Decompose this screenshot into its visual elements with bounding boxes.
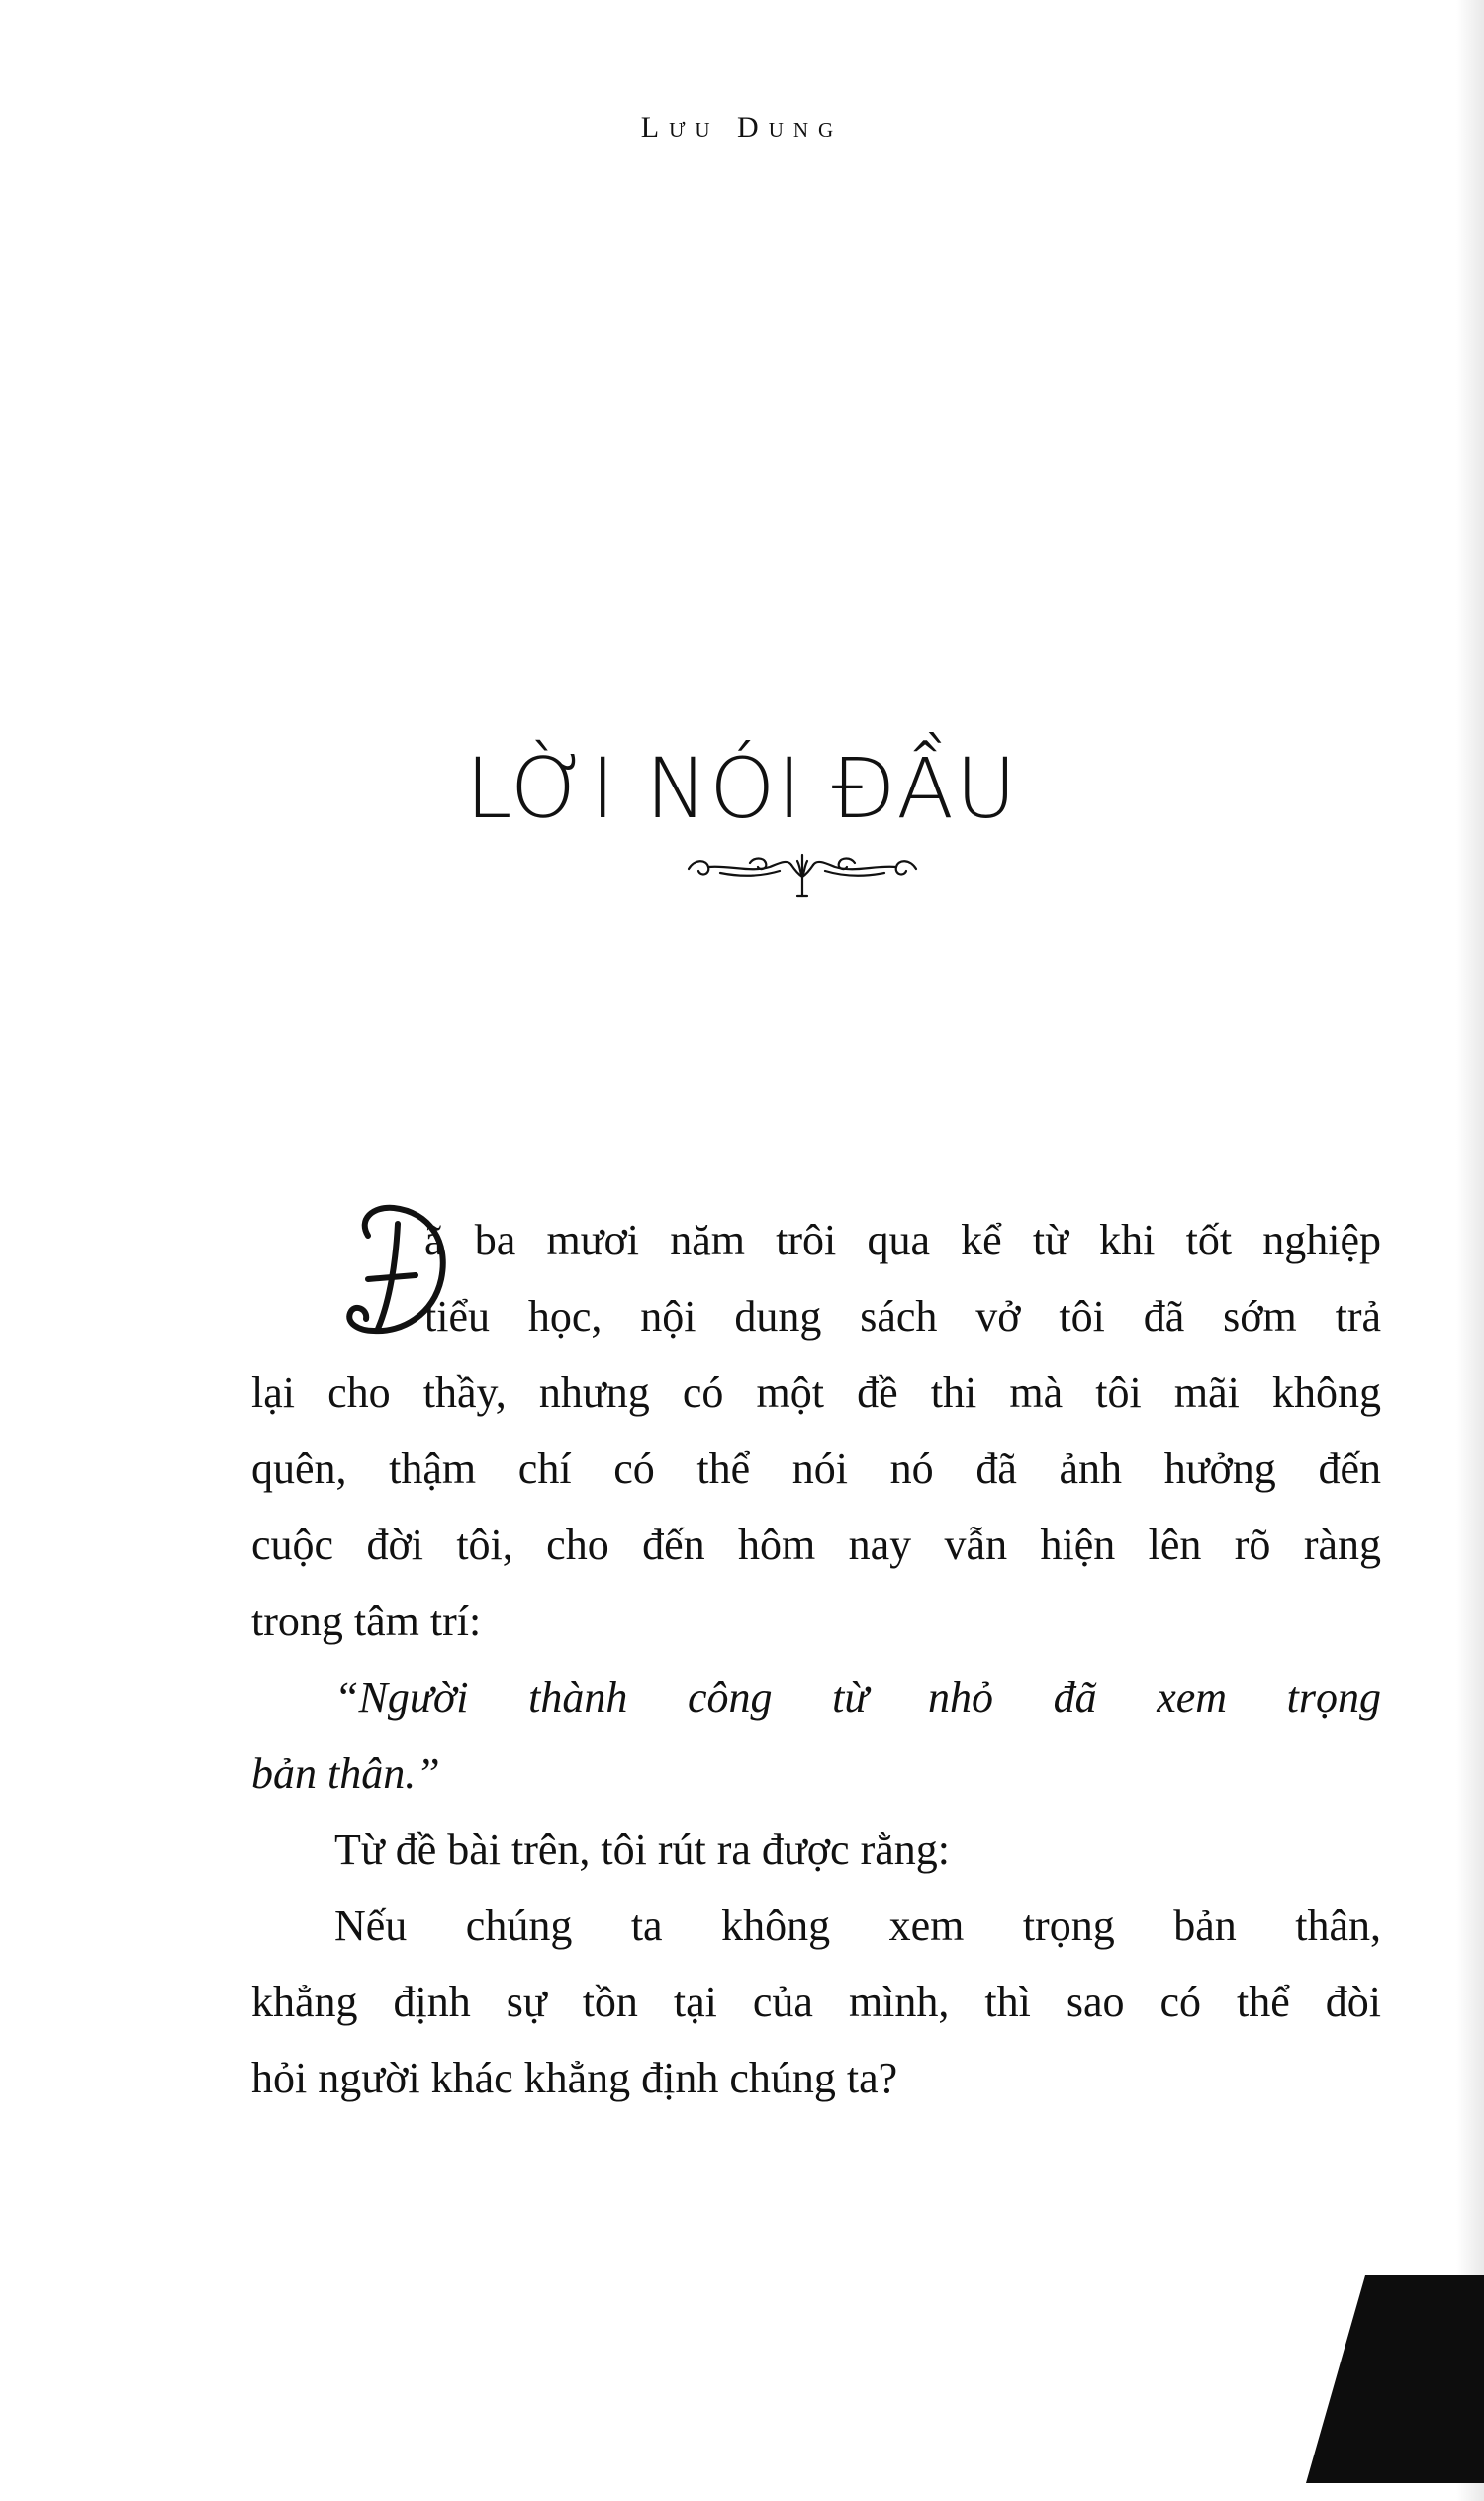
page-corner-tab: [1306, 2275, 1484, 2483]
quote-paragraph: [251, 1659, 1381, 1811]
page-edge-shadow: [1456, 0, 1484, 2501]
quote-line-2: bản thân.”: [251, 1749, 440, 1798]
paragraph-1-line-2: tiểu học, nội dung sách vở tôi đã sớm trả: [424, 1292, 1381, 1341]
paragraph-1-line-1: ã ba mươi năm trôi qua kể từ khi tốt nghiệp: [424, 1216, 1381, 1264]
paragraph-1-line-3: lại cho thầy, nhưng có một đề thi mà tôi mãi không: [251, 1368, 1381, 1417]
paragraph-4: [251, 1888, 1381, 2116]
paragraph-1-line-6: trong tâm trí:: [251, 1597, 482, 1645]
paragraph-4-line-1: Nếu chúng ta không xem trọng bản thân,: [334, 1901, 1381, 1950]
paragraph-1-line-5: cuộc đời tôi, cho đến hôm nay vẫn hiện lên rõ ràng: [251, 1521, 1381, 1569]
quote-line-1: “Người thành công từ nhỏ đã xem trọng: [334, 1673, 1381, 1721]
body-text: [251, 1202, 1381, 2116]
dropcap-letter: [338, 1202, 457, 1350]
running-head-author: Lưu Dung: [640, 111, 844, 143]
paragraph-3: Từ đề bài trên, tôi rút ra được rằng:: [334, 1825, 950, 1874]
paragraph-1-line-4: quên, thậm chí có thể nói nó đã ảnh hưởng đến: [251, 1444, 1381, 1493]
chapter-title: LỜI NÓI ĐẦU: [465, 740, 1019, 837]
paragraph-1: [251, 1202, 1381, 1659]
ornament-divider-icon: [681, 837, 924, 906]
paragraph-4-line-3: hỏi người khác khẳng định chúng ta?: [251, 2054, 898, 2102]
paragraph-4-line-2: khẳng định sự tồn tại của mình, thì sao có thể đòi: [251, 1978, 1381, 2026]
